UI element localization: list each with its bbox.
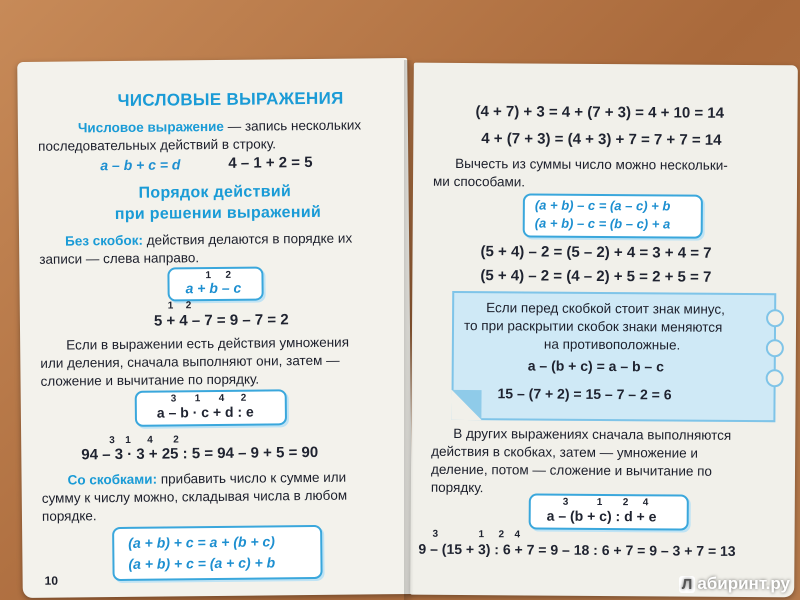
- subtitle-line-2: при решении выражений: [114, 203, 322, 224]
- rule-formula: a + b – c: [185, 279, 242, 297]
- minus-rule-note: [451, 291, 776, 422]
- page-number: 10: [44, 573, 59, 588]
- order-number: 3: [170, 393, 177, 405]
- no-brackets-term: Без скобок:: [65, 232, 143, 249]
- example-subtraction-1: (5 + 4) – 2 = (5 – 2) + 4 = 3 + 4 = 7: [480, 243, 712, 262]
- other-rule-line-1: В других выражениях сначала выполняются: [453, 425, 732, 443]
- order-number: 2: [622, 497, 629, 509]
- watermark-logo: Л: [679, 576, 696, 593]
- right-page: [410, 63, 798, 598]
- rule-formula-line-1: (a + b) – c = (a – c) + b: [534, 197, 671, 214]
- rule-box-mult-div: [135, 389, 287, 427]
- order-number: 2: [185, 300, 192, 312]
- brackets-text: прибавить число к сумме или: [156, 469, 347, 487]
- page-title: ЧИСЛОВЫЕ ВЫРАЖЕНИЯ: [117, 88, 344, 111]
- order-number: 3: [432, 528, 439, 540]
- rule-formula: a – b · c + d : e: [156, 403, 254, 421]
- note-tab: [766, 339, 784, 357]
- rule-formula-line-2: (a + b) + c = (a + c) + b: [128, 554, 276, 572]
- definition-term: Числовое выражение: [77, 118, 224, 136]
- mult-rule-line-1: Если в выражении есть действия умножения: [66, 334, 350, 353]
- example-brackets-order: 9 – (15 + 3) : 6 + 7 = 9 – 18 : 6 + 7 = 9 – 3 + 7 = 13: [418, 540, 736, 559]
- note-example: 15 – (7 + 2) = 15 – 7 – 2 = 6: [497, 385, 672, 403]
- definition-text: — запись нескольких: [223, 117, 362, 134]
- brackets-line-1: [67, 469, 346, 489]
- order-number: 4: [642, 497, 649, 509]
- no-brackets-text: действия делаются в порядке их: [142, 230, 353, 248]
- order-number: 1: [478, 529, 485, 541]
- order-number: 4: [218, 392, 225, 404]
- note-line-2: то при раскрытии скобок знаки меняются: [463, 318, 723, 335]
- brackets-line-3: порядке.: [41, 508, 97, 524]
- left-page: [17, 58, 413, 598]
- order-number: 1: [194, 393, 201, 405]
- rule-formula-line-2: (a + b) – c = (b – c) + a: [534, 215, 671, 232]
- order-number: 2: [240, 392, 247, 404]
- example-mult-div: 94 – 3 · 3 + 25 : 5 = 94 – 9 + 5 = 90: [81, 443, 319, 464]
- mult-rule-line-3: сложение и вычитание по порядку.: [40, 371, 260, 389]
- example-associative-2: 4 + (7 + 3) = (4 + 3) + 7 = 7 + 7 = 14: [481, 130, 722, 149]
- mult-rule-line-2: или деления, сначала выполняют они, затем —: [40, 352, 340, 371]
- order-number: 2: [498, 529, 505, 541]
- rule-box-subtraction: [523, 193, 703, 238]
- order-number: 1: [125, 434, 131, 446]
- no-brackets-line-2: записи — слева направо.: [39, 250, 200, 267]
- rule-box-addition: [112, 525, 323, 581]
- order-number: 1: [167, 300, 174, 312]
- definition-line-2: последовательных действий в строку.: [38, 136, 277, 154]
- rule-box-brackets-order: [529, 493, 689, 530]
- rule-formula: a – (b + c) : d + e: [546, 507, 657, 525]
- note-tab: [766, 309, 784, 327]
- example-subtraction-2: (5 + 4) – 2 = (4 – 2) + 5 = 2 + 5 = 7: [480, 267, 712, 286]
- order-number: 4: [147, 434, 153, 446]
- brackets-term: Со скобками:: [67, 471, 158, 488]
- other-rule-line-3: деление, потом — сложение и вычитание по: [430, 461, 713, 479]
- note-fold: [451, 390, 481, 420]
- order-number: 3: [562, 496, 569, 508]
- example-no-brackets: 5 + 4 – 7 = 9 – 7 = 2: [153, 311, 289, 330]
- rule-formula-line-1: (a + b) + c = a + (b + c): [128, 533, 275, 551]
- example-associative-1: (4 + 7) + 3 = 4 + (7 + 3) = 4 + 10 = 14: [475, 103, 725, 122]
- order-number: 1: [596, 496, 603, 508]
- order-number: 2: [225, 269, 232, 281]
- order-number: 4: [514, 529, 521, 541]
- definition-example-numbers: 4 – 1 + 2 = 5: [228, 153, 313, 172]
- note-tab: [766, 369, 784, 387]
- note-line-3: на противоположные.: [543, 336, 681, 353]
- definition-line-1: [78, 116, 361, 136]
- order-number: 1: [205, 270, 212, 282]
- rule-box-no-brackets: [167, 266, 263, 301]
- watermark-text: абиринт.ру: [697, 574, 790, 593]
- definition-example-letters: a – b + c = d: [100, 156, 181, 174]
- other-rule-line-4: порядку.: [430, 479, 484, 496]
- note-formula: a – (b + c) = a – b – c: [527, 357, 664, 375]
- brackets-line-2: сумму к числу можно, складывая числа в любом: [41, 487, 348, 506]
- book-spine: [404, 60, 418, 600]
- subtraction-line-1: Вычесть из суммы число можно нескольки-: [455, 155, 728, 173]
- order-number: 3: [109, 435, 115, 447]
- other-rule-line-2: действия в скобках, затем — умножение и: [431, 443, 699, 461]
- labirint-watermark: [679, 574, 790, 594]
- order-number: 2: [173, 434, 179, 446]
- no-brackets-line-1: [65, 230, 352, 250]
- note-line-1: Если перед скобкой стоит знак минус,: [486, 300, 725, 317]
- subtraction-line-2: ми способами.: [432, 173, 526, 190]
- subtitle-line-1: Порядок действий: [138, 183, 292, 202]
